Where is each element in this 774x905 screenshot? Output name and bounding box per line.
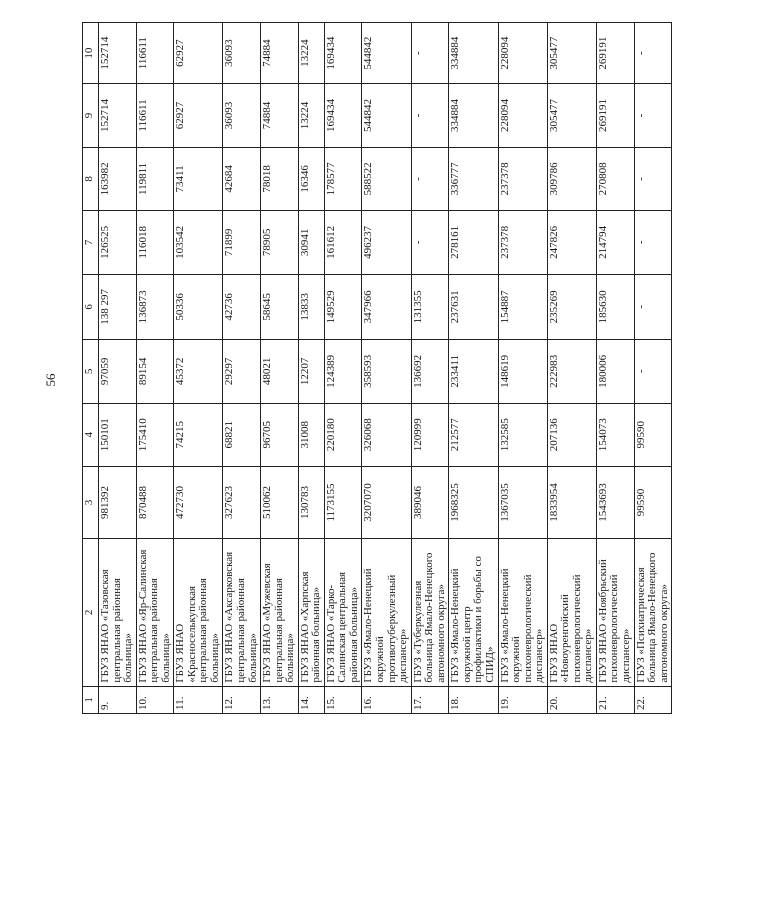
- value-cell: 42736: [223, 274, 261, 340]
- value-cell: 270808: [596, 147, 634, 210]
- row-number: 12.: [223, 686, 261, 713]
- column-number-header: 3: [83, 466, 99, 538]
- value-cell: 16346: [298, 147, 324, 210]
- institution-name: ГБУЗ ЯНАО «Красноселькупская центральная районная больница»: [174, 539, 223, 687]
- value-cell: 71899: [223, 211, 261, 274]
- row-number: 17.: [411, 686, 449, 713]
- value-cell: 131355: [411, 274, 449, 340]
- value-cell: 36093: [223, 23, 261, 84]
- value-cell: 120999: [411, 403, 449, 466]
- value-cell: 126525: [99, 211, 137, 274]
- institution-name: ГБУЗ ЯНАО «Новоуренгойский психоневрологический диспансер»: [547, 539, 596, 687]
- value-cell: 136692: [411, 340, 449, 403]
- value-cell: 228094: [498, 84, 547, 147]
- value-cell: 237631: [449, 274, 498, 340]
- value-cell: 305477: [547, 23, 596, 84]
- value-cell: 169434: [324, 23, 362, 84]
- value-cell: 29297: [223, 340, 261, 403]
- value-cell: -: [634, 211, 672, 274]
- value-cell: 13224: [298, 23, 324, 84]
- value-cell: 278161: [449, 211, 498, 274]
- table-row: [547, 23, 596, 714]
- value-cell: 207136: [547, 403, 596, 466]
- value-cell: 870488: [136, 466, 174, 538]
- rotated-table-container: [82, 22, 670, 714]
- table-row: [362, 23, 411, 714]
- value-cell: 154887: [498, 274, 547, 340]
- institution-name: ГБУЗ «Ямало-Ненецкий окружной противотуберкулезный диспансер»: [362, 539, 411, 687]
- value-cell: 1173155: [324, 466, 362, 538]
- value-cell: 212577: [449, 403, 498, 466]
- column-number-header: 1: [83, 686, 99, 713]
- value-cell: 496237: [362, 211, 411, 274]
- value-cell: 31008: [298, 403, 324, 466]
- value-cell: 136873: [136, 274, 174, 340]
- row-number: 14.: [298, 686, 324, 713]
- value-cell: 161612: [324, 211, 362, 274]
- value-cell: 152714: [99, 84, 137, 147]
- institution-name: ГБУЗ ЯНАО «Харпская районная больница»: [298, 539, 324, 687]
- value-cell: 149529: [324, 274, 362, 340]
- value-cell: 309786: [547, 147, 596, 210]
- column-number-header: 5: [83, 340, 99, 403]
- value-cell: 185630: [596, 274, 634, 340]
- row-number: 15.: [324, 686, 362, 713]
- value-cell: 235269: [547, 274, 596, 340]
- value-cell: 130783: [298, 466, 324, 538]
- value-cell: -: [411, 84, 449, 147]
- table-row: [174, 23, 223, 714]
- column-number-header: 4: [83, 403, 99, 466]
- row-number: 18.: [449, 686, 498, 713]
- value-cell: -: [634, 274, 672, 340]
- row-number: 9.: [99, 686, 137, 713]
- column-number-header: 9: [83, 84, 99, 147]
- value-cell: 150101: [99, 403, 137, 466]
- value-cell: 48021: [261, 340, 299, 403]
- table-row: [298, 23, 324, 714]
- value-cell: 237378: [498, 211, 547, 274]
- institution-name: ГБУЗ ЯНАО «Тарко-Салинская центральная районная больница»: [324, 539, 362, 687]
- value-cell: 78905: [261, 211, 299, 274]
- value-cell: -: [634, 340, 672, 403]
- value-cell: 68821: [223, 403, 261, 466]
- column-number-header: 10: [83, 23, 99, 84]
- table-row: [411, 23, 449, 714]
- institution-name: ГБУЗ «Ямало-Ненецкий окружной психоневрологический диспансер»: [498, 539, 547, 687]
- value-cell: 36093: [223, 84, 261, 147]
- value-cell: 169434: [324, 84, 362, 147]
- value-cell: 12207: [298, 340, 324, 403]
- value-cell: 58645: [261, 274, 299, 340]
- value-cell: 220180: [324, 403, 362, 466]
- row-number: 20.: [547, 686, 596, 713]
- row-number: 11.: [174, 686, 223, 713]
- value-cell: 247826: [547, 211, 596, 274]
- value-cell: 175410: [136, 403, 174, 466]
- value-cell: 336777: [449, 147, 498, 210]
- table-row: [261, 23, 299, 714]
- table-row: [136, 23, 174, 714]
- table-row: [596, 23, 634, 714]
- value-cell: 119811: [136, 147, 174, 210]
- value-cell: 334884: [449, 23, 498, 84]
- table-header-row: [83, 23, 99, 714]
- value-cell: 30941: [298, 211, 324, 274]
- value-cell: 50336: [174, 274, 223, 340]
- value-cell: -: [411, 23, 449, 84]
- institution-name: ГБУЗ ЯНАО «Мужевская центральная районная больница»: [261, 539, 299, 687]
- table-rotation-wrapper: [82, 36, 774, 714]
- table-row: [449, 23, 498, 714]
- value-cell: 1367035: [498, 466, 547, 538]
- row-number: 22.: [634, 686, 672, 713]
- value-cell: -: [634, 84, 672, 147]
- value-cell: -: [411, 211, 449, 274]
- value-cell: 163982: [99, 147, 137, 210]
- row-number: 21.: [596, 686, 634, 713]
- value-cell: 74884: [261, 84, 299, 147]
- value-cell: 981392: [99, 466, 137, 538]
- value-cell: 74215: [174, 403, 223, 466]
- column-number-header: 8: [83, 147, 99, 210]
- value-cell: 510062: [261, 466, 299, 538]
- value-cell: 228094: [498, 23, 547, 84]
- institution-name: ГБУЗ «Ямало-Ненецкий окружной центр профилактики и борьбы со СПИД»: [449, 539, 498, 687]
- value-cell: 13833: [298, 274, 324, 340]
- value-cell: 73411: [174, 147, 223, 210]
- page-number: 56: [43, 373, 58, 387]
- value-cell: 13224: [298, 84, 324, 147]
- table-row: [324, 23, 362, 714]
- institution-name: ГБУЗ «Психиатрическая больница Ямало-Ненецкого автономного округа»: [634, 539, 672, 687]
- value-cell: 116611: [136, 23, 174, 84]
- row-number: 13.: [261, 686, 299, 713]
- row-number: 16.: [362, 686, 411, 713]
- budget-table: [82, 22, 672, 714]
- column-number-header: 2: [83, 539, 99, 687]
- value-cell: -: [634, 23, 672, 84]
- value-cell: 132585: [498, 403, 547, 466]
- value-cell: 358593: [362, 340, 411, 403]
- value-cell: 152714: [99, 23, 137, 84]
- value-cell: 97059: [99, 340, 137, 403]
- value-cell: 96705: [261, 403, 299, 466]
- value-cell: 544842: [362, 23, 411, 84]
- value-cell: 42684: [223, 147, 261, 210]
- institution-name: ГБУЗ ЯНАО «Аксарковская центральная районная больница»: [223, 539, 261, 687]
- value-cell: 334884: [449, 84, 498, 147]
- value-cell: 62927: [174, 84, 223, 147]
- value-cell: 222983: [547, 340, 596, 403]
- value-cell: 116611: [136, 84, 174, 147]
- value-cell: 124389: [324, 340, 362, 403]
- value-cell: 327623: [223, 466, 261, 538]
- value-cell: 269191: [596, 84, 634, 147]
- value-cell: 99590: [634, 466, 672, 538]
- value-cell: 1833954: [547, 466, 596, 538]
- value-cell: 78018: [261, 147, 299, 210]
- value-cell: 62927: [174, 23, 223, 84]
- row-number: 10.: [136, 686, 174, 713]
- institution-name: ГБУЗ ЯНАО «Ноябрьский психоневрологический диспансер»: [596, 539, 634, 687]
- value-cell: 472730: [174, 466, 223, 538]
- column-number-header: 7: [83, 211, 99, 274]
- value-cell: 3207070: [362, 466, 411, 538]
- value-cell: 326068: [362, 403, 411, 466]
- value-cell: 347966: [362, 274, 411, 340]
- institution-name: ГБУЗ ЯНАО «Тазовская центральная районная больница»: [99, 539, 137, 687]
- table-row: [498, 23, 547, 714]
- value-cell: -: [411, 147, 449, 210]
- value-cell: 389046: [411, 466, 449, 538]
- institution-name: ГБУЗ «Туберкулезная больница Ямало-Ненецкого автономного округа»: [411, 539, 449, 687]
- value-cell: 148619: [498, 340, 547, 403]
- value-cell: 305477: [547, 84, 596, 147]
- table-row: [634, 23, 672, 714]
- column-number-header: 6: [83, 274, 99, 340]
- value-cell: 1543693: [596, 466, 634, 538]
- value-cell: 74884: [261, 23, 299, 84]
- value-cell: 154073: [596, 403, 634, 466]
- table-row: [99, 23, 137, 714]
- value-cell: 99590: [634, 403, 672, 466]
- value-cell: 116018: [136, 211, 174, 274]
- institution-name: ГБУЗ ЯНАО «Яр-Салинская центральная районная больница»: [136, 539, 174, 687]
- value-cell: 237378: [498, 147, 547, 210]
- value-cell: 269191: [596, 23, 634, 84]
- value-cell: 1968325: [449, 466, 498, 538]
- value-cell: 544842: [362, 84, 411, 147]
- value-cell: -: [634, 147, 672, 210]
- value-cell: 233411: [449, 340, 498, 403]
- value-cell: 138 297: [99, 274, 137, 340]
- value-cell: 178577: [324, 147, 362, 210]
- table-row: [223, 23, 261, 714]
- value-cell: 588522: [362, 147, 411, 210]
- value-cell: 45372: [174, 340, 223, 403]
- row-number: 19.: [498, 686, 547, 713]
- value-cell: 214794: [596, 211, 634, 274]
- value-cell: 103542: [174, 211, 223, 274]
- value-cell: 89154: [136, 340, 174, 403]
- value-cell: 180006: [596, 340, 634, 403]
